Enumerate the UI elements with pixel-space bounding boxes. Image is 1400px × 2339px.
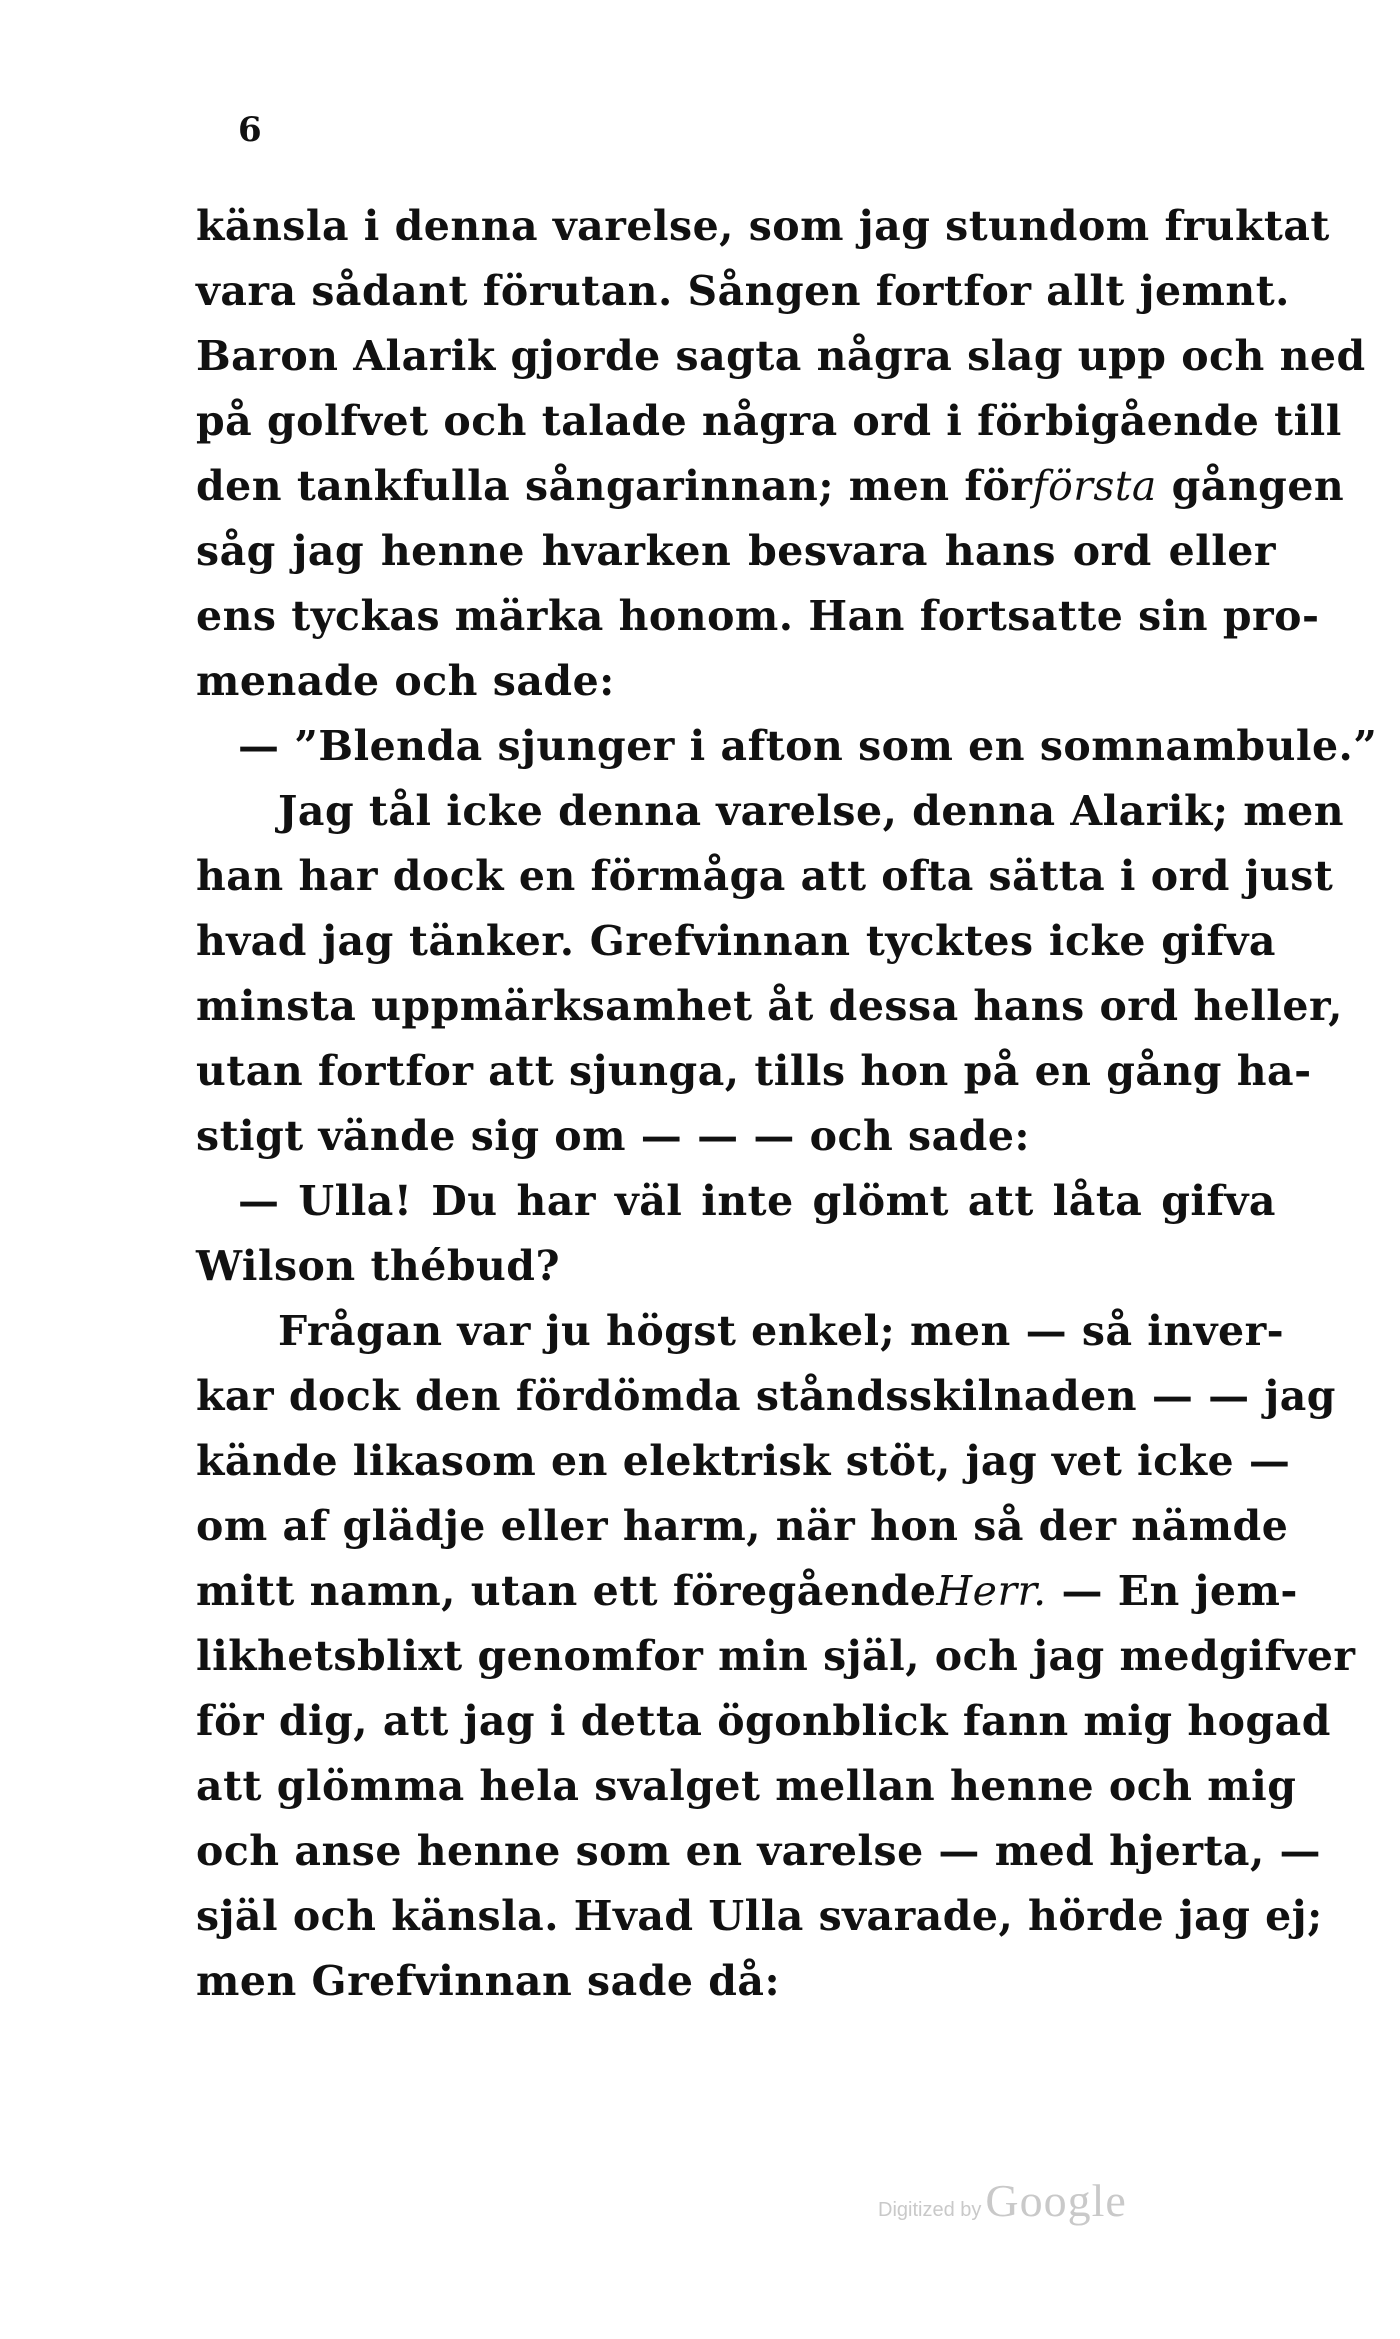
- digitized-watermark: [878, 2174, 1127, 2227]
- text-line: kar dock den fördömda ståndsskilnaden — — jag: [196, 1372, 1336, 1420]
- text-line: utan fortfor att sjunga, tills hon på en gång ha-: [196, 1047, 1312, 1095]
- google-logo: Google: [985, 2175, 1127, 2226]
- text-line: Jag tål icke denna varelse, denna Alarik; men: [278, 787, 1345, 835]
- text-line: och anse henne som en varelse — med hjerta, —: [196, 1827, 1321, 1875]
- text-line: minsta uppmärksamhet åt dessa hans ord heller,: [196, 982, 1343, 1030]
- text-line: att glömma hela svalget mellan henne och mig: [196, 1762, 1297, 1810]
- dialogue-line: — Ulla! Du har väl inte glömt att låta gifva: [238, 1177, 1276, 1225]
- text-line: menade och sade:: [196, 657, 615, 705]
- text-line: kände likasom en elektrisk stöt, jag vet icke —: [196, 1437, 1291, 1485]
- text-line: likhetsblixt genomfor min själ, och jag medgifver: [196, 1632, 1356, 1680]
- dialogue-line: — ”Blenda sjunger i afton som en somnambule.”: [238, 722, 1378, 770]
- text-line: vara sådant förutan. Sången fortfor allt jemnt.: [196, 267, 1290, 315]
- text-line: Baron Alarik gjorde sagta några slag upp och ned: [196, 332, 1366, 380]
- text-fragment: gången: [1156, 462, 1345, 510]
- text-line: [196, 1559, 1298, 1624]
- watermark-prefix: Digitized by: [878, 2199, 982, 2221]
- text-fragment: mitt namn, utan ett föregående: [196, 1567, 937, 1615]
- text-line: Wilson thébud?: [196, 1242, 560, 1290]
- text-line: Frågan var ju högst enkel; men — så inver-: [278, 1307, 1285, 1355]
- text-fragment: den tankfulla sångarinnan; men för: [196, 462, 1033, 510]
- text-line: [196, 454, 1345, 519]
- text-line: stigt vände sig om — — — och sade:: [196, 1112, 1031, 1160]
- text-line: för dig, att jag i detta ögonblick fann mig hogad: [196, 1697, 1331, 1745]
- text-line: ens tyckas märka honom. Han fortsatte sin pro-: [196, 592, 1320, 640]
- text-line: såg jag henne hvarken besvara hans ord eller: [196, 527, 1276, 575]
- body-text: [196, 194, 1378, 2014]
- text-line: själ och känsla. Hvad Ulla svarade, hörde jag ej;: [196, 1892, 1323, 1940]
- text-line: hvad jag tänker. Grefvinnan tycktes icke gifva: [196, 917, 1276, 965]
- page-number: 6: [238, 110, 262, 150]
- text-line: om af glädje eller harm, när hon så der nämde: [196, 1502, 1289, 1550]
- italic-word: första: [1032, 462, 1157, 510]
- text-fragment: — En jem-: [1046, 1567, 1298, 1615]
- text-line: han har dock en förmåga att ofta sätta i ord just: [196, 852, 1334, 900]
- text-line: på golfvet och talade några ord i förbigående till: [196, 397, 1342, 445]
- text-line: känsla i denna varelse, som jag stundom fruktat: [196, 202, 1330, 250]
- italic-word: Herr.: [936, 1567, 1047, 1615]
- text-line: men Grefvinnan sade då:: [196, 1957, 781, 2005]
